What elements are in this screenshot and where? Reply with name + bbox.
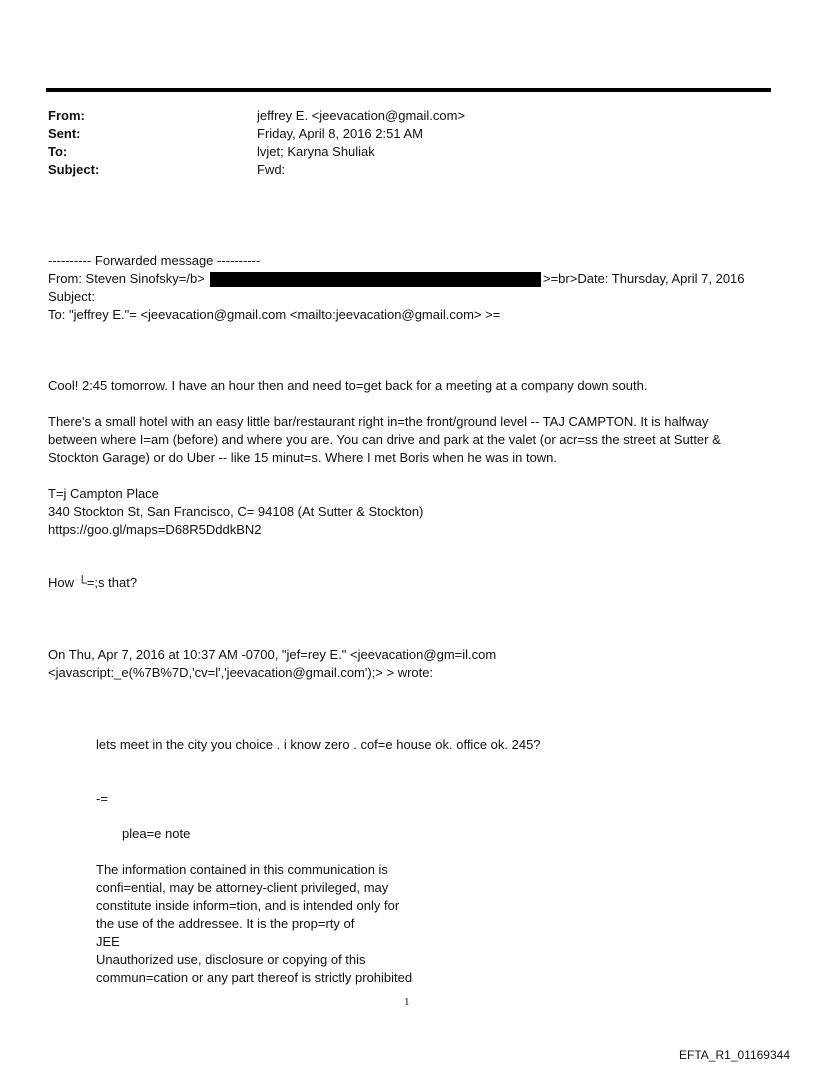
forwarded-date: >=br>Date: Thursday, April 7, 2016 bbox=[543, 271, 745, 286]
disclaimer-line-1: The information contained in this communication is bbox=[96, 862, 388, 877]
forwarded-to: To: "jeffrey E."= <jeevacation@gmail.com <mailto:jeevacation@gmail.com> >= bbox=[48, 307, 501, 322]
body-paragraph-1: Cool! 2:45 tomorrow. I have an hour then and need to=get back for a meeting at a company down south. bbox=[48, 378, 648, 393]
address-line-2: 340 Stockton St, San Francisco, C= 94108 (At Sutter & Stockton) bbox=[48, 504, 424, 519]
quoted-separator: -= bbox=[96, 791, 108, 806]
quote-intro-line-2: <javascript:_e(%7B%7D,'cv=l','jeevacation@gmail.com');> > wrote: bbox=[48, 665, 434, 680]
quoted-message: lets meet in the city you choice . i know zero . cof=e house ok. office ok. 245? bbox=[96, 737, 541, 752]
disclaimer-line-4: the use of the addressee. It is the prop=rty of bbox=[96, 916, 355, 931]
quoted-please-note: plea=e note bbox=[122, 826, 191, 841]
subject-value: Fwd: bbox=[257, 162, 286, 177]
disclaimer-line-6: Unauthorized use, disclosure or copying of this bbox=[96, 952, 366, 967]
map-link[interactable]: https://goo.gl/maps=D68R5DddkBN2 bbox=[48, 522, 262, 537]
from-value: jeffrey E. <jeevacation@gmail.com> bbox=[257, 108, 466, 123]
sent-value: Friday, April 8, 2016 2:51 AM bbox=[257, 126, 423, 141]
subject-label: Subject: bbox=[48, 162, 100, 177]
address-line-1: T=j Campton Place bbox=[48, 486, 159, 501]
forwarded-subject: Subject: bbox=[48, 289, 95, 304]
disclaimer-line-5: JEE bbox=[96, 934, 120, 949]
redaction-bar bbox=[210, 272, 541, 287]
to-value: lvjet; Karyna Shuliak bbox=[257, 144, 375, 159]
page-number: 1 bbox=[404, 996, 410, 1008]
forwarded-from: From: Steven Sinofsky=/b> bbox=[48, 271, 205, 286]
document-id: EFTA_R1_01169344 bbox=[679, 1048, 790, 1062]
disclaimer-line-3: constitute inside inform=tion, and is intended only for bbox=[96, 898, 400, 913]
body-paragraph-2-line-2: between where I=am (before) and where you are. You can drive and park at the valet (or acr=ss the street at Sutter & bbox=[48, 432, 721, 447]
how-line: How └=;s that? bbox=[48, 575, 138, 590]
to-label: To: bbox=[48, 144, 68, 159]
sent-label: Sent: bbox=[48, 126, 81, 141]
from-label: From: bbox=[48, 108, 85, 123]
forwarded-divider: ---------- Forwarded message ---------- bbox=[48, 253, 261, 268]
body-paragraph-2-line-3: Stockton Garage) or do Uber -- like 15 minut=s. Where I met Boris when he was in town. bbox=[48, 450, 558, 465]
body-paragraph-2-line-1: There's a small hotel with an easy little bar/restaurant right in=the front/ground level -- TAJ CAMPTON. It is halfway bbox=[48, 414, 709, 429]
disclaimer-line-7: commun=cation or any part thereof is strictly prohibited bbox=[96, 970, 413, 985]
quote-intro-line-1: On Thu, Apr 7, 2016 at 10:37 AM -0700, "jef=rey E." <jeevacation@gm=il.com bbox=[48, 647, 497, 662]
header-rule bbox=[46, 88, 771, 92]
disclaimer-line-2: confi=ential, may be attorney-client privileged, may bbox=[96, 880, 389, 895]
